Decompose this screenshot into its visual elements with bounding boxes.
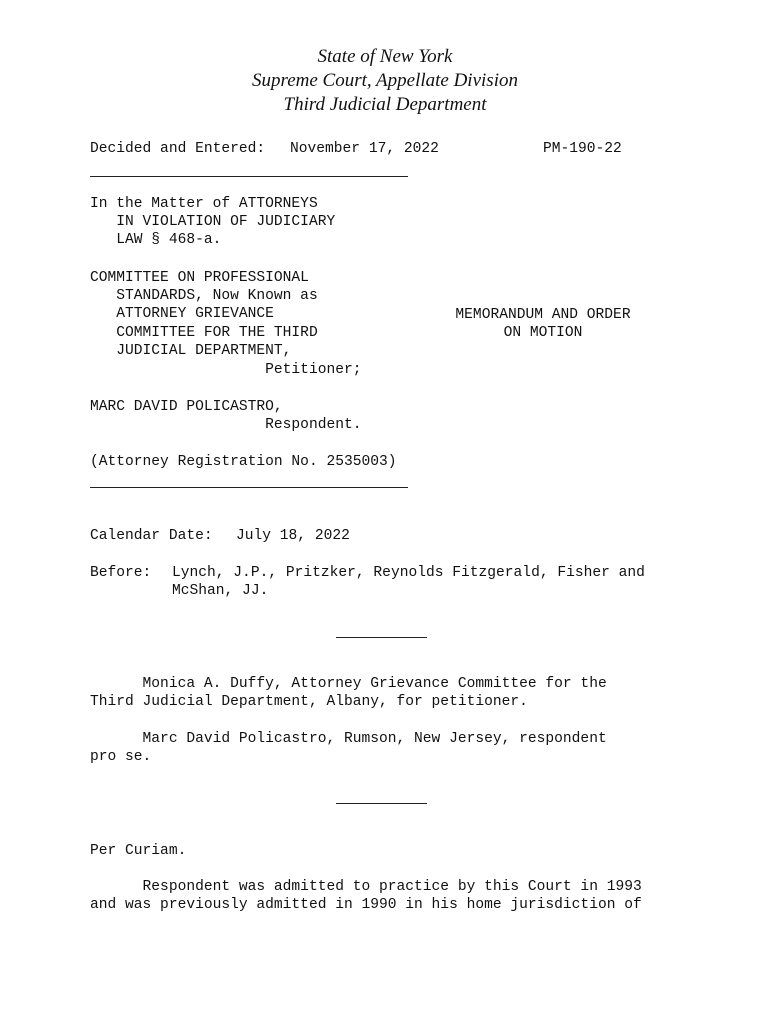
court-state: State of New York [317, 46, 453, 67]
court-department: Third Judicial Department [283, 94, 487, 115]
caption-petitioner-line: STANDARDS, Now Known as [90, 288, 318, 304]
docket-number: PM-190-22 [543, 141, 622, 157]
caption-petitioner-line: COMMITTEE FOR THE THIRD [90, 325, 318, 341]
decided-label: Decided and Entered: [90, 141, 266, 157]
opinion-text-line: Respondent was admitted to practice by this Court in 1993 [90, 879, 642, 895]
petitioner-counsel-line: Third Judicial Department, Albany, for petitioner. [90, 694, 528, 710]
bench-line: McShan, JJ. [172, 583, 269, 599]
caption-bottom-rule [90, 487, 408, 488]
caption-petitioner-line: ATTORNEY GRIEVANCE [90, 306, 274, 322]
calendar-label: Calendar Date: [90, 528, 213, 544]
caption-petitioner-line: COMMITTEE ON PROFESSIONAL [90, 270, 309, 286]
order-type-line2: ON MOTION [503, 325, 583, 341]
respondent-counsel-line: Marc David Policastro, Rumson, New Jersey, respondent [90, 731, 607, 747]
section-divider [336, 637, 427, 638]
decided-date: November 17, 2022 [290, 141, 439, 157]
opinion-text-line: and was previously admitted in 1990 in his home jurisdiction of [90, 897, 642, 913]
calendar-date: July 18, 2022 [236, 528, 350, 544]
order-type-line1: MEMORANDUM AND ORDER [455, 307, 631, 323]
caption-petitioner-line: JUDICIAL DEPARTMENT, [90, 343, 292, 359]
section-divider [336, 803, 427, 804]
caption-matter-line: LAW § 468-a. [90, 232, 222, 248]
petitioner-counsel-line: Monica A. Duffy, Attorney Grievance Committee for the [90, 676, 607, 692]
caption-respondent-name: MARC DAVID POLICASTRO, [90, 399, 283, 415]
court-division: Supreme Court, Appellate Division [252, 70, 518, 91]
caption-petitioner-role: Petitioner; [90, 362, 362, 378]
caption-matter-line: IN VIOLATION OF JUDICIARY [90, 214, 336, 230]
bench-line: Lynch, J.P., Pritzker, Reynolds Fitzgerald, Fisher and [172, 565, 645, 581]
caption-respondent-role: Respondent. [90, 417, 362, 433]
opinion-label: Per Curiam. [90, 843, 187, 859]
before-label: Before: [90, 565, 152, 581]
caption-matter-line: In the Matter of ATTORNEYS [90, 196, 318, 212]
attorney-registration: (Attorney Registration No. 2535003) [90, 454, 397, 470]
respondent-counsel-line: pro se. [90, 749, 152, 765]
caption-top-rule [90, 176, 408, 177]
